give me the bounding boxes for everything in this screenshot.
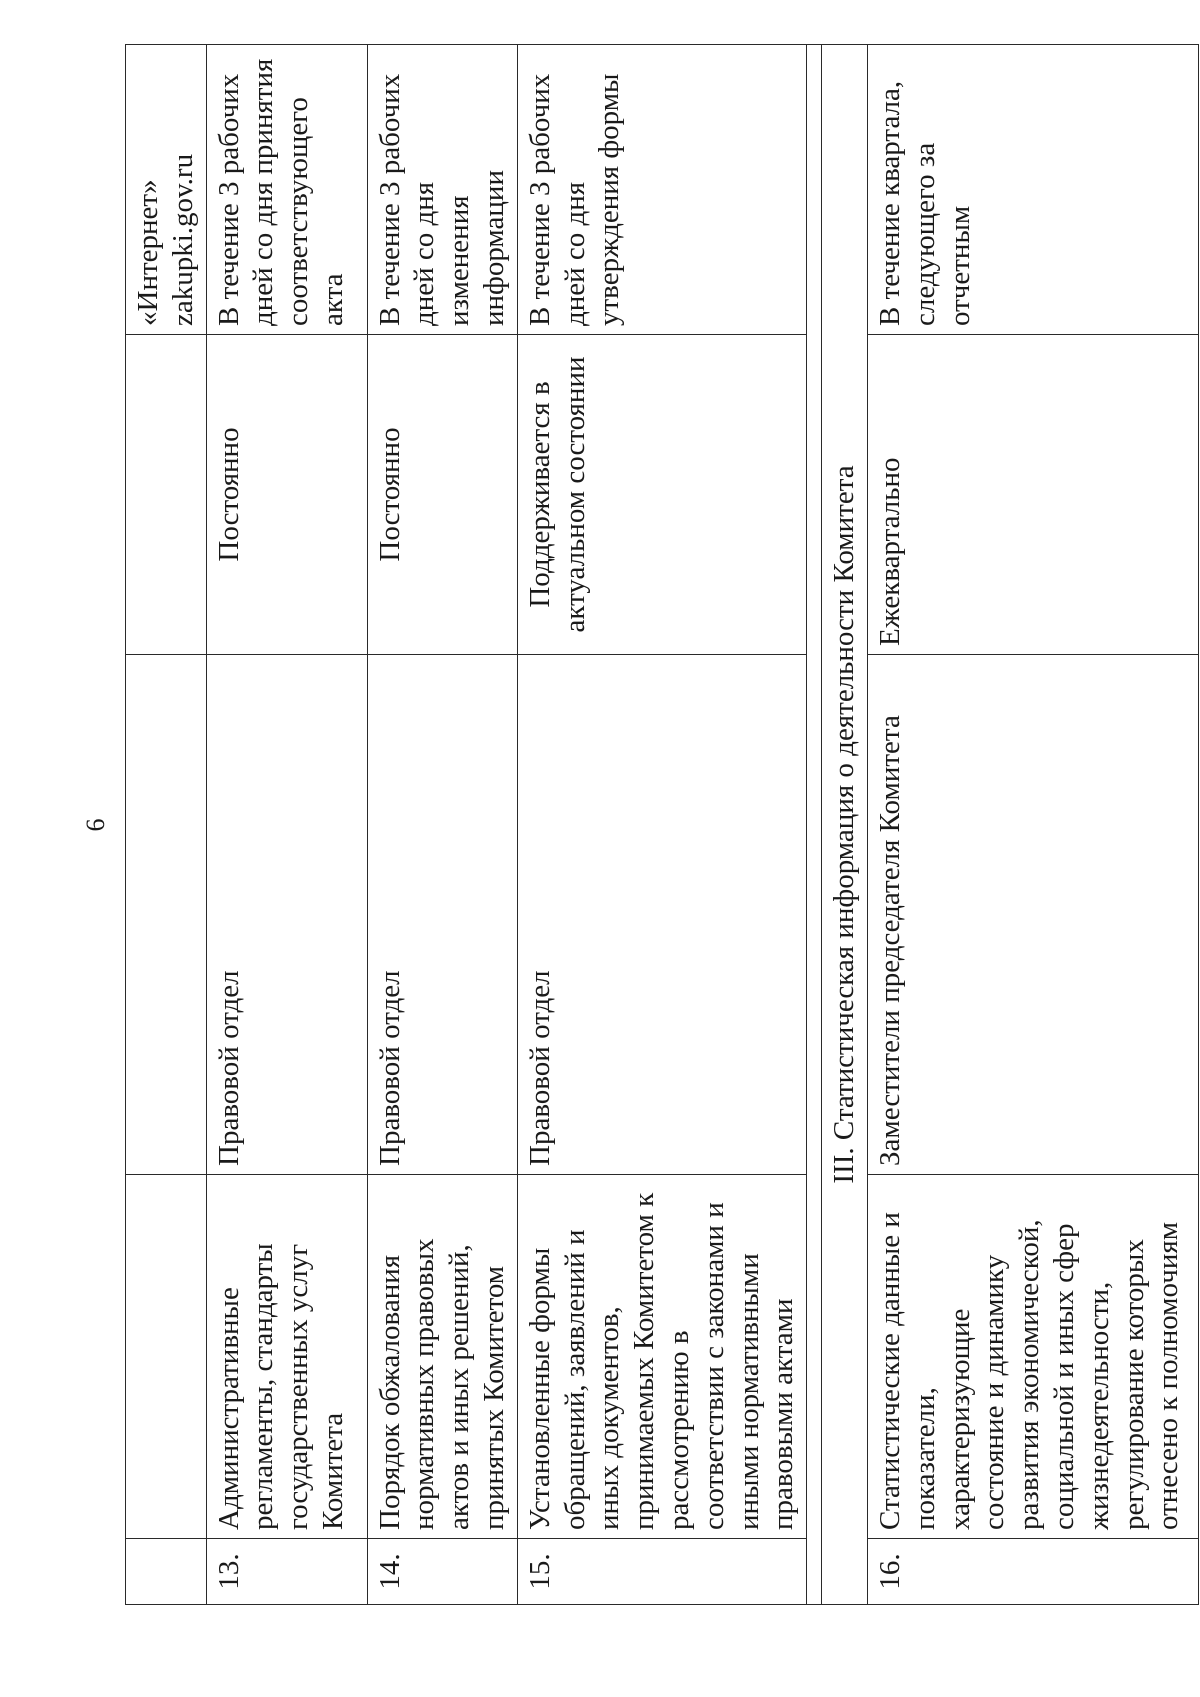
cell-spacer (807, 45, 822, 1605)
cell-frequency: Поддерживается в актуальном состоянии (517, 335, 806, 655)
cell-responsible: Правовой отдел (367, 655, 517, 1175)
table-row (867, 45, 1198, 1605)
section-heading-row (822, 45, 868, 1605)
cell-number: 14. (367, 1539, 517, 1605)
cell-responsible: Правовой отдел (517, 655, 806, 1175)
publication-table (125, 44, 1199, 1605)
rotated-document-page (75, 25, 1185, 1625)
cell-frequency: Постоянно (206, 335, 367, 655)
table-row (206, 45, 367, 1605)
cell-number: 13. (206, 1539, 367, 1605)
cell-empty (126, 1175, 207, 1539)
page-number: 6 (81, 818, 110, 832)
table-row-continuation (126, 45, 207, 1605)
cell-responsible: Правовой отдел (206, 655, 367, 1175)
cell-empty (126, 335, 207, 655)
cell-name: Установленные формы обращений, заявлений и иных документов, принимаемых Комитетом к рассмотрению в соответствии с законами и иными нормативными правовыми актами (517, 1175, 806, 1539)
cell-name: Порядок обжалования нормативных правовых актов и иных решений, принятых Комитетом (367, 1175, 517, 1539)
cell-empty (126, 1539, 207, 1605)
cell-frequency: Ежеквартально (867, 335, 1198, 655)
cell-term: В течение 3 рабочих дней со дня изменения информации (367, 45, 517, 335)
cell-term: «Интернет» zakupki.gov.ru (126, 45, 207, 335)
cell-frequency: Постоянно (367, 335, 517, 655)
cell-empty (126, 655, 207, 1175)
cell-number: 16. (867, 1539, 1198, 1605)
cell-name: Статистические данные и показатели, характеризующие состояние и динамику развития экономической, социальной и иных сфер жизнедеятельности, регулирование которых отнесено к полномочиям (867, 1175, 1198, 1539)
table-row (517, 45, 806, 1605)
table-row (367, 45, 517, 1605)
table-spacer-row (807, 45, 822, 1605)
cell-term: В течение квартала, следующего за отчетным (867, 45, 1198, 335)
cell-number: 15. (517, 1539, 806, 1605)
cell-term: В течение 3 рабочих дней со дня утверждения формы (517, 45, 806, 335)
cell-term: В течение 3 рабочих дней со дня принятия соответствующего акта (206, 45, 367, 335)
cell-responsible: Заместители председателя Комитета (867, 655, 1198, 1175)
cell-name: Административные регламенты, стандарты государственных услуг Комитета (206, 1175, 367, 1539)
section-heading: III. Статистическая информация о деятельности Комитета (822, 45, 868, 1605)
